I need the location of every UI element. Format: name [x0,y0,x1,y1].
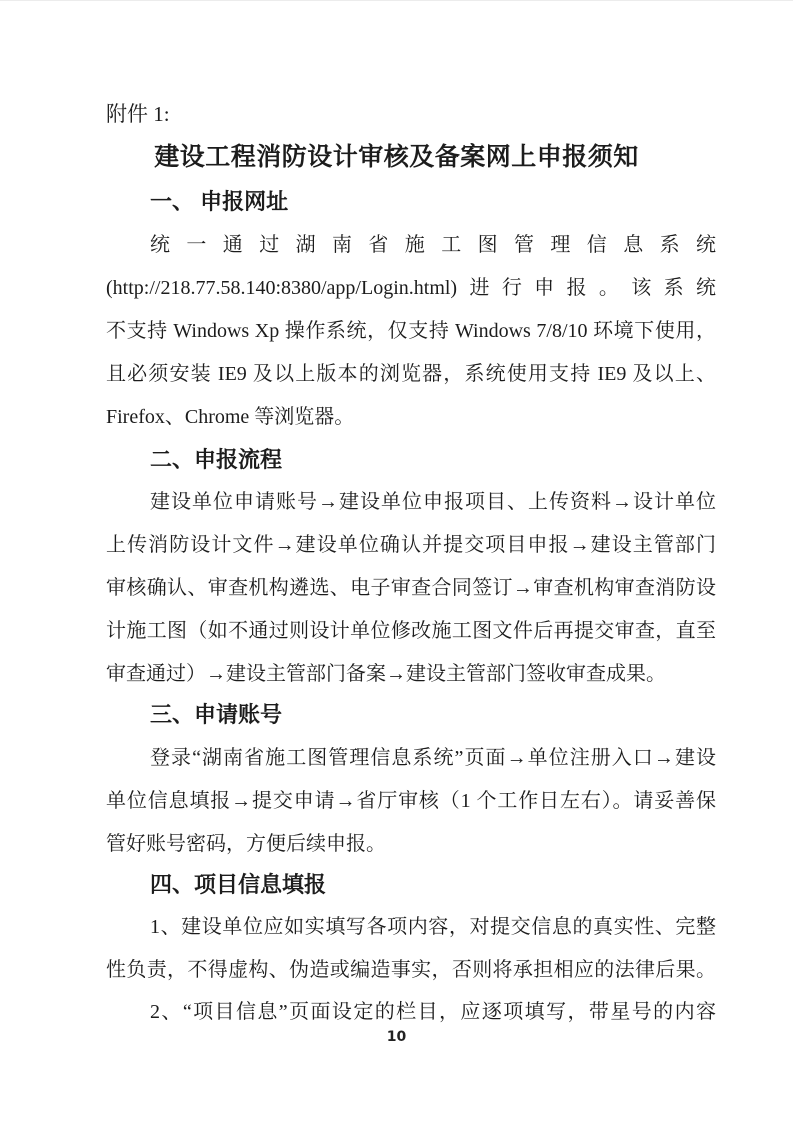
text-line: 统一通过湖南省施工图管理信息系统 [150,234,716,256]
text-line: 审核确认、审查机构遴选、电子审查合同签订→审查机构审查消防设 [106,577,716,599]
text-line: 上传消防设计文件→建设单位确认并提交项目申报→建设主管部门 [106,534,716,556]
text-line: (http://218.77.58.140:8380/app/Login.html)进行申报。该系统 [106,277,716,299]
section-heading-4: 四、项目信息填报 [150,872,327,897]
page-number: 10 [386,1029,407,1045]
text-line: Firefox、Chrome 等浏览器。 [106,406,355,428]
text-line: 且必须安装 IE9 及以上版本的浏览器，系统使用支持 IE9 及以上、 [106,363,716,385]
paragraph-3 [106,737,716,866]
paragraph-2 [106,481,716,696]
document-title: 建设工程消防设计审核及备案网上申报须知 [154,144,639,171]
paragraph-1 [106,224,716,439]
text-line: 1、建设单位应如实填写各项内容，对提交信息的真实性、完整 [150,916,716,938]
text-line: 管好账号密码，方便后续申报。 [106,833,386,855]
text-line: 单位信息填报→提交申请→省厅审核（1 个工作日左右）。请妥善保 [106,790,716,812]
text-line: 性负责，不得虚构、伪造或编造事实，否则将承担相应的法律后果。 [106,959,716,981]
text-line: 登录“湖南省施工图管理信息系统”页面→单位注册入口→建设 [150,747,716,769]
text-line: 审查通过）→建设主管部门备案→建设主管部门签收审查成果。 [106,663,666,685]
section-heading-3: 三、申请账号 [150,702,283,727]
text-line: 建设单位申请账号→建设单位申报项目、上传资料→设计单位 [150,491,716,513]
attachment-label: 附件 1: [106,102,170,126]
text-line: 2、“项目信息”页面设定的栏目，应逐项填写，带星号的内容 [150,1001,716,1023]
paragraph-4 [106,906,716,992]
section-heading-1: 一、 申报网址 [150,189,289,214]
text-line: 计施工图（如不通过则设计单位修改施工图文件后再提交审查，直至 [106,620,716,642]
section-heading-2: 二、申报流程 [150,447,283,472]
text-line: 不支持 Windows Xp 操作系统，仅支持 Windows 7/8/10 环境下使用， [106,320,716,342]
